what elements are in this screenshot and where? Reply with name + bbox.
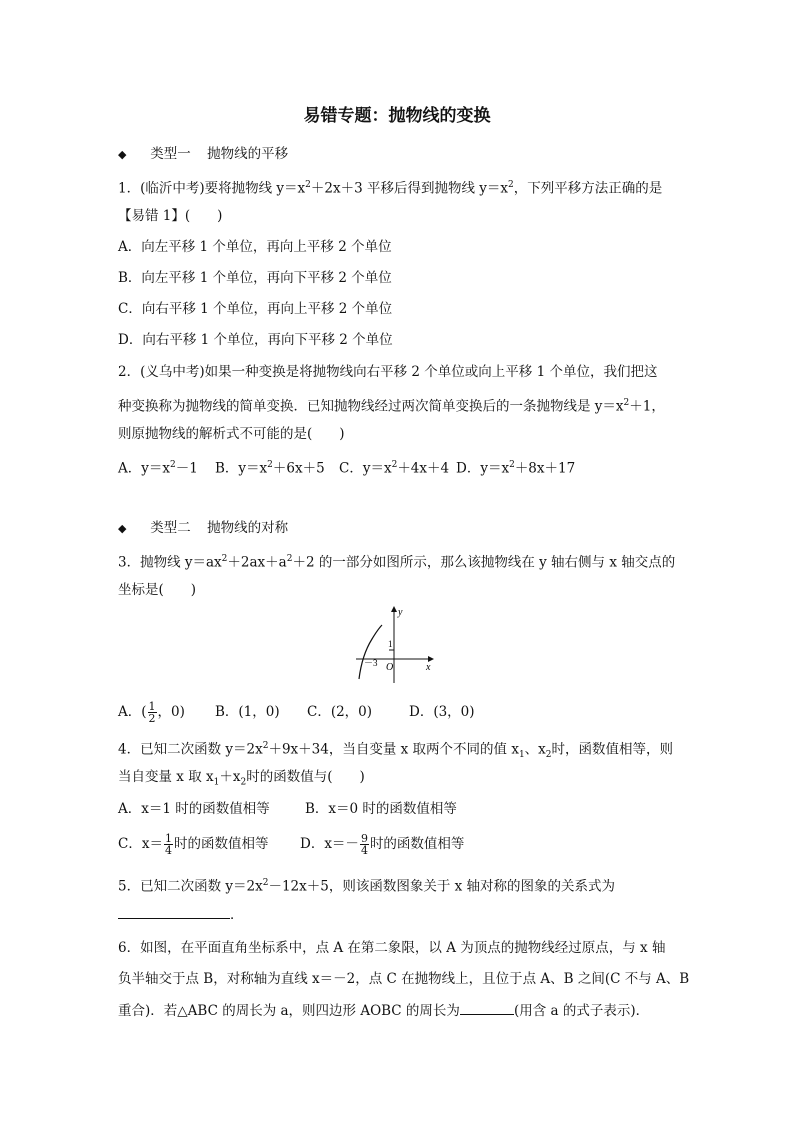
q4-options-row-2 [118,830,464,858]
q1-option-b: B．向左平移 1 个单位，再向下平移 2 个单位 [118,270,392,286]
section-name: 抛物线的平移 [207,146,289,162]
q4-option-a: A．x＝1 时的函数值相等 [118,801,270,817]
y-tick-label: 1 [388,639,393,649]
page-title: 易错专题：抛物线的变换 [303,106,491,126]
question-4-line-1: 4．已知二次函数 $y=2x^2+9x+34$，当自变量 x 取两个不同的值 $x_1$、$x_2$时，函数值相等，则 [118,741,674,761]
answer-blank[interactable] [460,1000,514,1015]
q1-option-c: C．向右平移 1 个单位，再向上平移 2 个单位 [118,301,393,317]
section-name: 抛物线的对称 [207,520,289,536]
question-5-line-2: ． [118,904,244,925]
q2-option-a: A．$y=x^2-1$ [118,460,198,477]
question-1-tag: 【易错 1】( ) [118,208,223,224]
superscript: 2 [305,180,311,190]
q3-option-b: B．(1，0) [215,704,280,720]
parabola-graph [350,603,440,688]
section-heading [118,518,288,539]
question-1-stem [118,175,662,199]
x-tick-label: －3 [364,658,378,668]
q4-option-b: B．x＝0 时的函数值相等 [305,801,457,817]
origin-label: O [386,662,394,673]
question-3-line-2: 坐标是( ) [118,582,197,598]
question-2-line-3: 则原抛物线的解析式不可能的是( ) [118,426,345,442]
question-4-line-2: 当自变量 x 取 $x_1+x_2$时的函数值与( ) [118,769,365,788]
q1-text: 1．(临沂中考)要将抛物线 y＝x [118,180,306,197]
q2-option-b: B．$y=x^2+6x+5$ [215,460,325,477]
q1-text: ，下列平移方法正确的是 [513,180,663,197]
q2-option-c: C．$y=x^2+4x+4$ [339,460,450,477]
fraction: $\frac{1}{4}$ [164,832,172,857]
question-5-line-1: 5．已知二次函数 $y=2x^2-12x+5$，则该函数图象关于 x 轴对称的图象的关系式为 [118,878,616,895]
diamond-bullet-icon: ◆ [118,148,127,161]
y-axis-label: y [398,607,403,618]
fraction: $\frac{1}{2}$ [148,700,156,725]
section-heading [118,144,288,165]
question-3-line-1: 3．抛物线 $y=ax^2+2ax+a^2+2$ 的一部分如图所示，那么该抛物线在 y 轴右侧与 x 轴交点的 [118,554,676,571]
question-2-line-1: 2．(义乌中考)如果一种变换是将抛物线向右平移 2 个单位或向上平移 1 个单位，我们把这 [118,364,658,380]
x-axis-label: x [426,662,431,673]
q1-option-a: A．向左平移 1 个单位，再向上平移 2 个单位 [118,239,392,255]
superscript: 2 [623,398,630,408]
question-6-line-1: 6．如图，在平面直角坐标系中，点 A 在第二象限，以 A 为顶点的抛物线经过原点，与 x 轴 [118,940,666,956]
fraction: $\frac{9}{4}$ [360,832,368,857]
q3-option-c: C．(2，0) [307,704,373,720]
q3-option-a: A．( $\frac{1}{2}$ ，0) [118,700,185,725]
q4-option-d: D．x＝－ $\frac{9}{4}$ 时的函数值相等 [300,832,465,857]
q3-option-d: D．(3，0) [409,704,475,720]
q2-text: ＋1， [629,398,665,415]
superscript: 2 [508,180,514,190]
q2-option-d: D．$y=x^2+8x+17$ [456,460,576,477]
q4-option-c: C．x＝ $\frac{1}{4}$ 时的函数值相等 [118,832,269,857]
y-axis-arrow [391,606,397,612]
section-type-label: 类型一 [150,146,191,162]
question-6-line-3: 重合)．若△ABC 的周长为 a，则四边形 AOBC 的周长为 (用含 a 的式子表示)． [118,1000,649,1021]
answer-blank[interactable] [118,904,230,919]
q2-text: 种变换称为抛物线的简单变换．已知抛物线经过两次简单变换后的一条抛物线是 y＝x [118,398,624,415]
question-2-line-2 [118,393,665,417]
diamond-bullet-icon: ◆ [118,522,127,535]
q2-options [118,455,575,479]
parabola-curve [359,625,382,679]
q1-text: ＋2x＋3 平移后得到抛物线 y＝x [310,180,509,197]
q3-options [118,698,475,726]
q1-option-d: D．向右平移 1 个单位，再向下平移 2 个单位 [118,332,393,348]
q4-options-row-1 [118,799,457,819]
question-6-line-2: 负半轴交于点 B，对称轴为直线 x＝－2，点 C 在抛物线上，且位于点 A、B 之间(C 不与 A、B [118,971,690,987]
section-type-label: 类型二 [150,520,191,536]
